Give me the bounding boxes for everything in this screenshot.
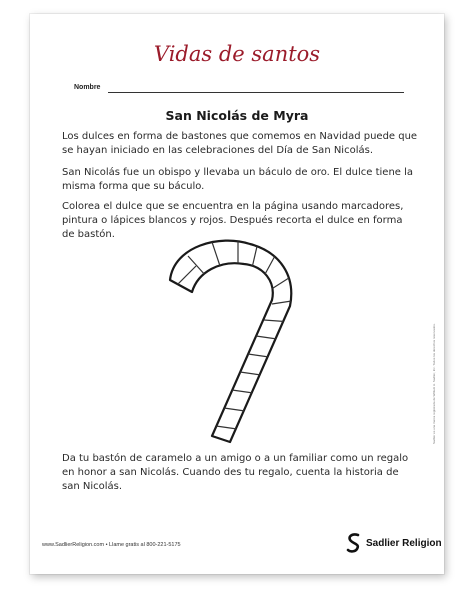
copyright-note: Sadlier es una marca registrada de William H. Sadlier, Inc. Todos los derechos reservados. [432, 323, 436, 444]
candy-cane-illustration [160, 236, 310, 446]
paragraph-gift: Da tu bastón de caramelo a un amigo o a un familiar como un regalo en honor a san Nicolás. Cuando des tu regalo, cuenta la historia de san Nicolás. [62, 453, 409, 492]
page-title: San Nicolás de Myra [165, 108, 309, 123]
footer-contact: www.SadlierReligion.com • Llame gratis al 800-221-5175 [42, 542, 181, 548]
name-label: Nombre [74, 84, 101, 91]
name-line [108, 92, 404, 93]
brand-name: Sadlier Religion [366, 537, 442, 549]
paragraph-instructions: Colorea el dulce que se encuentra en la página usando marcadores, pintura o lápices blancos y rojos. Después recorta el dulce en forma de bastón. [62, 201, 404, 240]
series-title: Vidas de santos [153, 42, 321, 66]
paragraph-intro: Los dulces en forma de bastones que comemos en Navidad puede que se hayan iniciado en las celebraciones del Día de San Nicolás. [62, 131, 418, 156]
sadlier-logo-icon [346, 533, 362, 553]
brand-logo [346, 531, 442, 555]
worksheet-page [30, 14, 444, 574]
paragraph-bishop: San Nicolás fue un obispo y llevaba un báculo de oro. El dulce tiene la misma forma que su báculo. [62, 167, 414, 192]
